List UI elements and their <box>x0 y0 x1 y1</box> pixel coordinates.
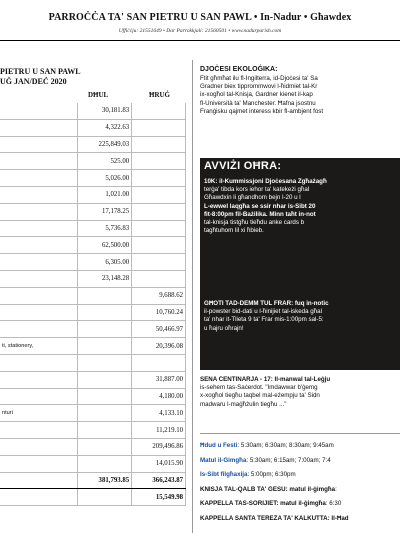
avvizi-line: ta' nhar it-Tlieta 9 ta' Frar mis-1:00pm sal-5: <box>204 316 324 324</box>
row-dhul: 4,322.63 <box>78 119 132 136</box>
row-dhul: 62,500.00 <box>78 237 132 254</box>
row-hrug <box>132 119 186 136</box>
row-hrug: 20,396.08 <box>132 338 186 355</box>
row-description <box>0 186 78 203</box>
table-row <box>0 422 186 439</box>
table-row <box>0 304 186 321</box>
row-hrug <box>132 237 186 254</box>
row-dhul <box>78 287 132 304</box>
parish-header <box>0 0 400 50</box>
djocesi-line: ix-xogħol tal-Knisja, Gardner kienet il-kap <box>200 91 313 99</box>
finance-title-line1: PIETRU U SAN PAWL <box>0 67 81 76</box>
row-description <box>0 153 78 170</box>
row-hrug: 11,219.10 <box>132 422 186 439</box>
table-row <box>0 338 186 355</box>
mass-time-row <box>200 500 400 515</box>
row-hrug: 10,760.24 <box>132 304 186 321</box>
row-hrug: 50,466.97 <box>132 321 186 338</box>
avvizi-line: il-powster bid-dati u l-ħinijiet tal-iskeda għal <box>204 308 322 316</box>
net-label <box>0 489 78 506</box>
mass-time-label: KAPPELLA TAS-SORIJIET: matul il-ġimgħa <box>200 500 326 507</box>
mass-time-row <box>200 442 400 457</box>
row-hrug: 209,496.86 <box>132 438 186 455</box>
djocesi-line: fl-Università ta' Manchester. Ħafna jsostnu <box>200 99 316 107</box>
table-row <box>0 186 186 203</box>
mass-time-text: : 5:30am; 6:30am; 8:30am; 9:45am <box>237 442 334 449</box>
table-row <box>0 119 186 136</box>
row-dhul <box>78 371 132 388</box>
table-row <box>0 103 186 119</box>
djocesi-body <box>200 75 323 116</box>
finance-title <box>0 67 81 87</box>
mass-times <box>200 442 400 529</box>
table-row <box>0 220 186 237</box>
row-description <box>0 388 78 405</box>
mass-time-label: Matul il-Ġimgħa <box>200 456 247 464</box>
row-description <box>0 254 78 271</box>
djocesi-line: Gradner biex tipprommwovi l-ħidmiet tal-Kr <box>200 83 318 91</box>
avvizi-line: tal-knisja tistgħu tieħdu anke cards b <box>204 219 305 227</box>
row-hrug <box>132 203 186 220</box>
table-row <box>0 321 186 338</box>
mass-time-text: : 6:30 <box>325 500 342 507</box>
avvizi-title: AVVIŻI OĦRA: <box>204 160 282 172</box>
total-dhul: 381,793.85 <box>78 472 132 489</box>
djocesi-line: Ftit għmħat ilu fl-Ingilterra, id-Djoċesi ta' Sa <box>200 75 318 82</box>
row-dhul <box>78 422 132 439</box>
row-hrug <box>132 153 186 170</box>
row-hrug: 31,887.00 <box>132 371 186 388</box>
row-dhul <box>78 321 132 338</box>
row-description: nturi <box>0 405 78 422</box>
row-hrug <box>132 103 186 119</box>
mass-time-row <box>200 515 400 530</box>
finance-table <box>0 103 186 506</box>
row-dhul: 225,849.03 <box>78 136 132 153</box>
row-description <box>0 119 78 136</box>
sena-line: is-sehem tas-Saċerdot. "Imdawwar b'ġemg <box>200 384 318 392</box>
avvizi-line: terġa' tibda kors iehor ta' katekeżi għal <box>204 186 310 194</box>
finance-title-line2: UĠ JAN/DEĊ 2020 <box>0 77 67 86</box>
row-dhul: 5,736.83 <box>78 220 132 237</box>
mass-time-text: : 5:30am; 6:15am; 7:00am; 7:4 <box>246 456 331 464</box>
avvizi-paragraph-1 <box>204 178 400 235</box>
row-dhul: 1,021.00 <box>78 186 132 203</box>
avvizi-line: u ħajru oħrajn! <box>204 324 244 332</box>
row-hrug: 4,180.00 <box>132 388 186 405</box>
row-description <box>0 170 78 187</box>
net-balance: 15,549.98 <box>132 489 186 506</box>
row-dhul <box>78 338 132 355</box>
row-description <box>0 321 78 338</box>
header-rule <box>0 40 400 41</box>
row-hrug: 14,015.90 <box>132 455 186 472</box>
avvizi-line: 10K: il-Kummissjoni Djoċesana Żgħażagħ <box>204 178 327 185</box>
table-row <box>0 388 186 405</box>
parish-contact: Uffiċċju: 21551649 • Dar Parrokkjali: 21560501 • www.nadurparish.com <box>118 28 282 34</box>
avvizi-line: L-ewwel laqgħa se ssir nhar is-Sibt 20 <box>204 202 316 210</box>
row-description <box>0 354 78 371</box>
column-divider <box>192 60 193 533</box>
row-dhul <box>78 388 132 405</box>
table-row <box>0 136 186 153</box>
row-dhul: 6,305.00 <box>78 254 132 271</box>
mass-time-row <box>200 486 400 501</box>
total-hrug: 366,243.87 <box>132 472 186 489</box>
djocesi-line: Franġisku qajmet interess kbir fl-ambjent fost <box>200 107 324 115</box>
row-hrug <box>132 254 186 271</box>
row-hrug: 9,688.62 <box>132 287 186 304</box>
parish-title: PARROĊĊA TA' SAN PIETRU U SAN PAWL • In-Nadur • Għawdex <box>48 12 352 23</box>
table-row <box>0 354 186 371</box>
table-row <box>0 455 186 472</box>
row-hrug <box>132 170 186 187</box>
row-description <box>0 220 78 237</box>
row-hrug <box>132 186 186 203</box>
row-description: ti, stationery, <box>0 338 78 355</box>
avvizi-line: tagħtuhom lil xi ħbieb. <box>204 227 264 235</box>
mass-time-label: KNISJA TAL-QALB TA' ĠESÙ: matul il-ġimgħa <box>200 485 336 493</box>
row-description <box>0 422 78 439</box>
row-dhul <box>78 354 132 371</box>
sena-line: madwaru l-maġħżulin tiegħu ..." <box>200 400 287 408</box>
row-description <box>0 270 78 287</box>
row-description <box>0 455 78 472</box>
table-row <box>0 270 186 287</box>
mass-time-row <box>200 457 400 472</box>
djocesi-section <box>200 66 323 116</box>
table-row <box>0 371 186 388</box>
mass-time-label: KAPPELLA SANTA TEREŻA TA' KALKUTTA: Il-Ħad <box>200 514 349 522</box>
row-hrug <box>132 270 186 287</box>
avvizi-paragraph-2 <box>204 300 400 333</box>
table-row <box>0 438 186 455</box>
table-row <box>0 203 186 220</box>
avvizi-line: Għawdxin li għandhom bejn l-20 u l <box>204 194 301 202</box>
row-dhul: 17,178.25 <box>78 203 132 220</box>
sena-line: x-xogħol tiegħu taqbel mal-eżempju ta' Sidn <box>200 392 320 400</box>
djocesi-title: DJOĊESI EKOLOĠIKA: <box>200 66 278 73</box>
table-row <box>0 153 186 170</box>
row-dhul: 23,148.28 <box>78 270 132 287</box>
row-dhul <box>78 455 132 472</box>
table-row <box>0 170 186 187</box>
net-row <box>0 489 186 506</box>
row-hrug <box>132 136 186 153</box>
avvizi-box <box>200 158 400 370</box>
mass-time-label: Is-Sibt filgħaxija <box>200 471 248 478</box>
sena-centinarja <box>200 376 400 409</box>
row-dhul: 5,026.00 <box>78 170 132 187</box>
table-row <box>0 254 186 271</box>
row-dhul <box>78 438 132 455</box>
total-row <box>0 472 186 489</box>
table-row <box>0 287 186 304</box>
section-divider <box>200 433 400 434</box>
column-dhul: DĦUL <box>88 91 109 99</box>
table-row <box>0 237 186 254</box>
sena-line: SENA ĊENTINARJA - 17: Il-manwal tal-Leġju <box>200 376 331 383</box>
row-description <box>0 287 78 304</box>
mass-time-text: : 5:00pm; 6:30pm <box>247 471 296 478</box>
mass-time-text: : <box>335 485 337 493</box>
row-hrug <box>132 220 186 237</box>
table-row <box>0 405 186 422</box>
row-description <box>0 136 78 153</box>
row-description <box>0 203 78 220</box>
avvizi-line: fit-8:00pm fil-Bażilika. Minn taħt in-not <box>204 210 316 218</box>
row-dhul <box>78 405 132 422</box>
mass-time-row <box>200 471 400 486</box>
row-description <box>0 438 78 455</box>
row-hrug <box>132 354 186 371</box>
avvizi-line: GĦOTI TAD-DEMM TUL FRAR: fuq in-notic <box>204 300 329 307</box>
mass-time-label: Ħdud u Festi <box>200 442 238 449</box>
row-dhul: 525.00 <box>78 153 132 170</box>
row-description <box>0 304 78 321</box>
total-label <box>0 472 78 489</box>
row-dhul <box>78 304 132 321</box>
row-description <box>0 103 78 119</box>
row-description <box>0 371 78 388</box>
net-empty <box>78 489 132 506</box>
row-description <box>0 237 78 254</box>
column-hrug: ĦRUĠ <box>149 91 170 99</box>
row-dhul: 30,181.83 <box>78 103 132 119</box>
row-hrug: 4,133.10 <box>132 405 186 422</box>
